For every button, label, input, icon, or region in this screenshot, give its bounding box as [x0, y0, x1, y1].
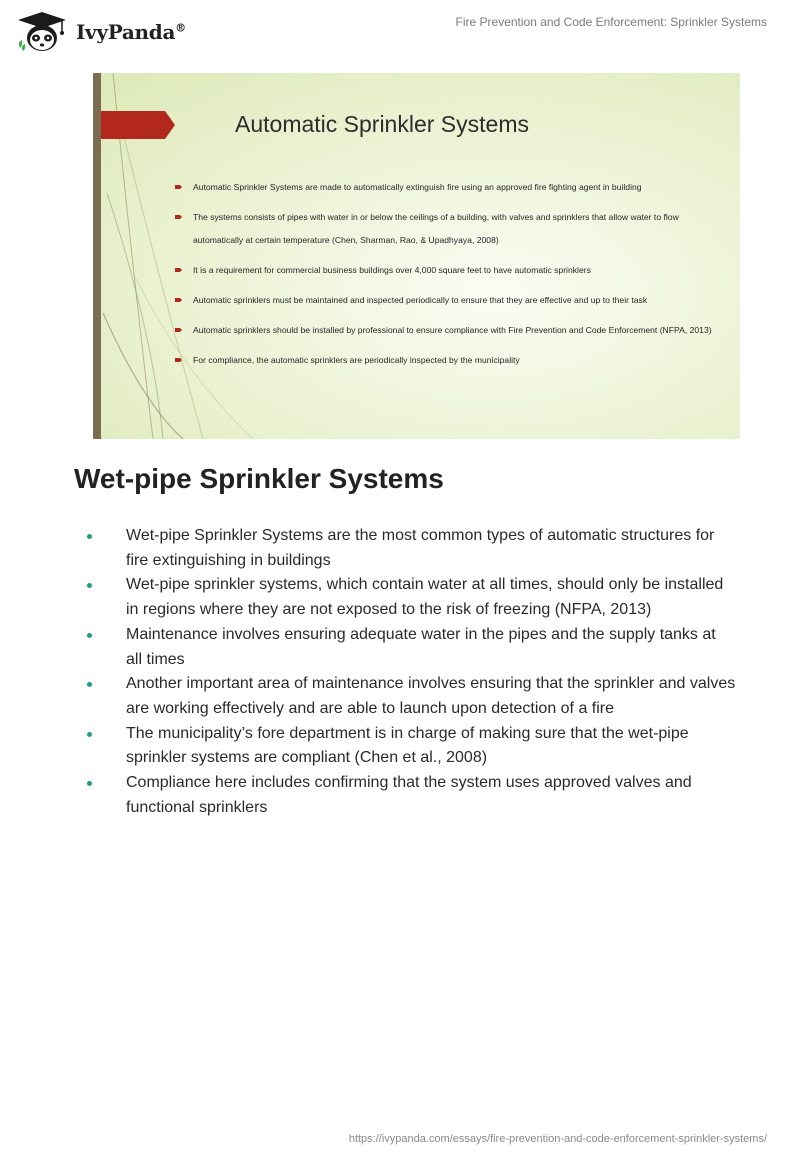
source-url-link[interactable]: https://ivypanda.com/essays/fire-prevention-and-code-enforcement-sprinkler-systems/: [348, 1133, 767, 1145]
slide-bullet: For compliance, the automatic sprinklers are periodically inspected by the municipality: [173, 349, 718, 372]
brand-name: IvyPanda®: [76, 20, 186, 44]
bullet-dot-icon: [87, 781, 92, 786]
slide-bullet: It is a requirement for commercial business buildings over 4,000 square feet to have automatic sprinklers: [173, 259, 718, 282]
presentation-slide-image: [93, 73, 740, 439]
bullet-dot-icon: [87, 682, 92, 687]
red-arrow-bullet-icon: [175, 328, 182, 332]
slide-title: Automatic Sprinkler Systems: [235, 111, 529, 137]
slide-bullet: Automatic sprinklers must be maintained and inspected periodically to ensure that they are effective and up to their task: [173, 289, 718, 312]
list-item: Another important area of maintenance involves ensuring that the sprinkler and valves are working effectively and are able to launch upon detection of a fire: [126, 672, 736, 721]
bullet-dot-icon: [87, 633, 92, 638]
page-header: [0, 0, 800, 60]
red-arrow-bullet-icon: [175, 215, 182, 219]
panda-graduate-icon: [14, 10, 70, 54]
bullet-dot-icon: [87, 534, 92, 539]
ivypanda-logo[interactable]: [14, 10, 186, 54]
slide-left-bar: [93, 73, 101, 439]
section-bullet-list: [126, 524, 736, 820]
red-arrow-bullet-icon: [175, 268, 182, 272]
red-arrow-bullet-icon: [175, 358, 182, 362]
red-arrow-bullet-icon: [175, 185, 182, 189]
list-item: The municipality’s fore department is in charge of making sure that the wet-pipe sprinkler systems are compliant (Chen et al., 2008): [126, 722, 736, 771]
slide-bullet: Automatic Sprinkler Systems are made to automatically extinguish fire using an approved fire fighting agent in building: [173, 176, 718, 199]
list-item: Compliance here includes confirming that the system uses approved valves and functional sprinklers: [126, 771, 736, 820]
section-heading: Wet-pipe Sprinkler Systems: [74, 463, 444, 494]
slide-bullet: Automatic sprinklers should be installed by professional to ensure compliance with Fire Prevention and Code Enforcement (NFPA, 2013): [173, 319, 718, 342]
bullet-dot-icon: [87, 732, 92, 737]
slide-red-arrow-banner: [101, 111, 175, 139]
list-item: Wet-pipe sprinkler systems, which contain water at all times, should only be installed in regions where they are not exposed to the risk of freezing (NFPA, 2013): [126, 573, 736, 622]
bullet-dot-icon: [87, 583, 92, 588]
list-item: Wet-pipe Sprinkler Systems are the most common types of automatic structures for fire extinguishing in buildings: [126, 524, 736, 573]
slide-bullet-list: [173, 176, 718, 379]
red-arrow-bullet-icon: [175, 298, 182, 302]
document-title: Fire Prevention and Code Enforcement: Sprinkler Systems: [455, 15, 767, 29]
slide-bullet: The systems consists of pipes with water in or below the ceilings of a building, with valves and sprinklers that allow water to flow automatically at certain temperature (Chen, Sharman, Rao, & Upadhyaya, 2008): [173, 206, 718, 252]
list-item: Maintenance involves ensuring adequate water in the pipes and the supply tanks at all times: [126, 623, 736, 672]
